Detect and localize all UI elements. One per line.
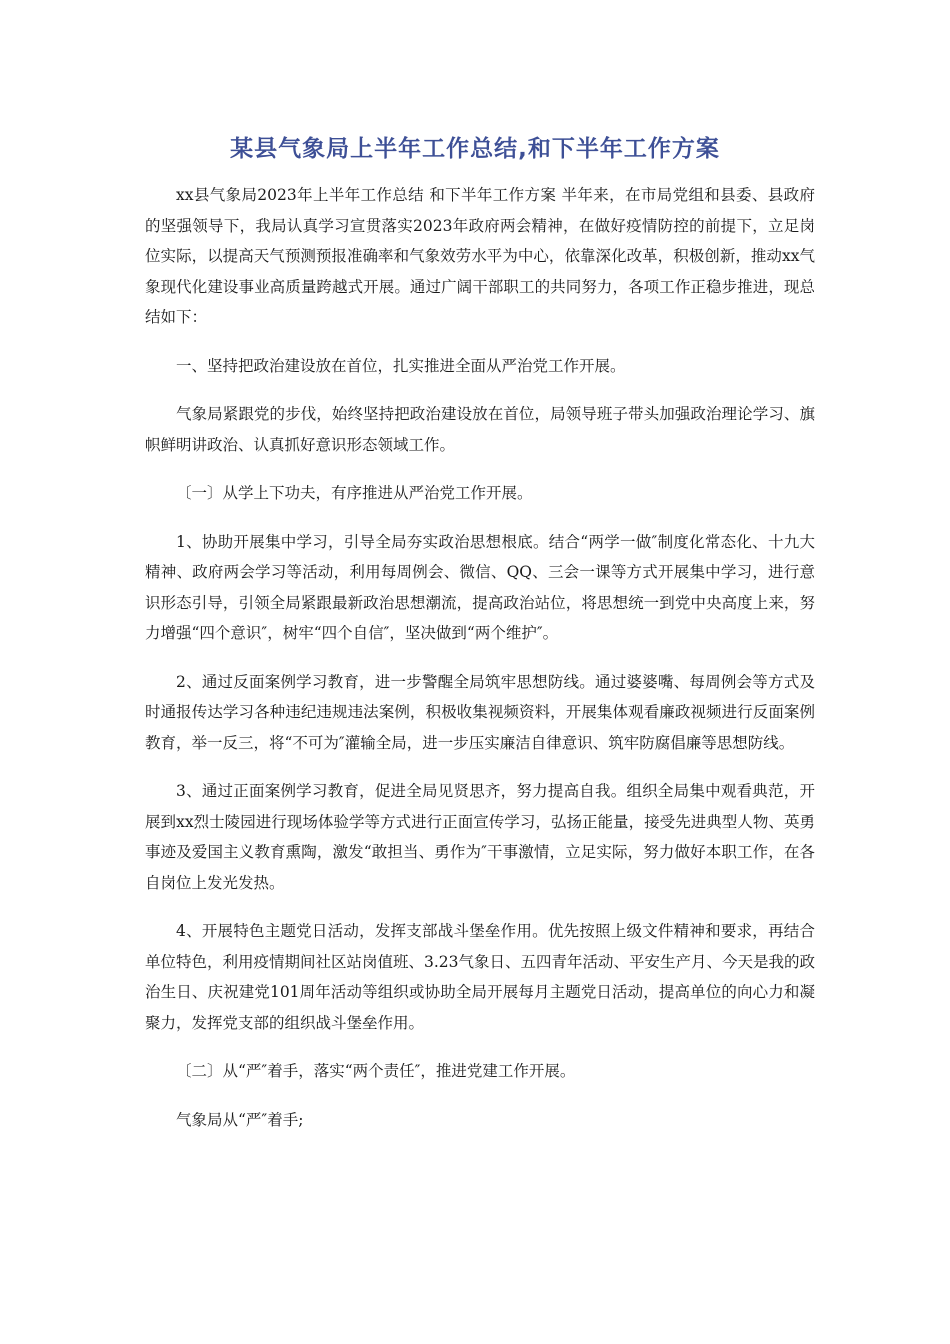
paragraph-item-2: 2、通过反面案例学习教育，进一步警醒全局筑牢思想防线。通过婆婆嘴、每周例会等方式及时通报传达学习各种违纪违规违法案例，积极收集视频资料，开展集体观看廉政视频进行反面案例教育，举一反三，将“不可为″灌输全局，进一步压实廉洁自律意识、筑牢防腐倡廉等思想防线。 (145, 672, 815, 752)
paragraph: 气象局从“严″着手; (176, 1110, 304, 1129)
paragraph: 气象局紧跟党的步伐，始终坚持把政治建设放在首位，局领导班子带头加强政治理论学习、旗帜鲜明讲政治、认真抓好意识形态领域工作。 (145, 405, 815, 454)
subsection-heading-2: 〔二〕从“严″着手，落实“两个责任″，推进党建工作开展。 (176, 1062, 576, 1080)
paragraph-item-4: 4、开展特色主题党日活动，发挥支部战斗堡垒作用。优先按照上级文件精神和要求，再结合单位特色，利用疫情期间社区站岗值班、3.23气象日、五四青年活动、平安生产月、今天是我的政治生日、庆祝建党101周年活动等组织或协助全局开展每月主题党日活动，提高单位的向心力和凝聚力，发挥党支部的组织战斗堡垒作用。 (145, 922, 816, 1032)
paragraph-intro: xx县气象局2023年上半年工作总结 和下半年工作方案 半年来，在市局党组和县委、县政府的坚强领导下，我局认真学习宣贯落实2023年政府两会精神，在做好疫情防控的前提下，立足岗位实际，以提高天气预测预报准确率和气象效劳水平为中心，依靠深化改革，积极创新，推动xx气象现代化建设事业高质量跨越式开展。通过广阔干部职工的共同努力，各项工作正稳步推进，现总结如下： (145, 186, 815, 326)
paragraph-item-3: 3、通过正面案例学习教育，促进全局见贤思齐，努力提高自我。组织全局集中观看典范，开展到xx烈士陵园进行现场体验学等方式进行正面宣传学习，弘扬正能量，接受先进典型人物、英勇事迹及爱国主义教育熏陶，激发“敢担当、勇作为″干事激情，立足实际，努力做好本职工作，在各自岗位上发光发热。 (145, 782, 815, 892)
document-title: 某县气象局上半年工作总结,和下半年工作方案 (230, 136, 720, 162)
paragraph-item-1: 1、协助开展集中学习，引导全局夯实政治思想根底。结合“两学一做″制度化常态化、十九大精神、政府两会学习等活动，利用每周例会、微信、QQ、三会一课等方式开展集中学习，进行意识形态引导，引领全局紧跟最新政治思想潮流，提高政治站位，将思想统一到党中央高度上来，努力增强“四个意识″，树牢“四个自信″，坚决做到“两个维护″。 (145, 532, 815, 642)
section-heading-1: 一、坚持把政治建设放在首位，扎实推进全面从严治党工作开展。 (176, 356, 626, 375)
subsection-heading-1: 〔一〕从学上下功夫，有序推进从严治党工作开展。 (176, 484, 533, 502)
document-body (145, 180, 815, 1153)
